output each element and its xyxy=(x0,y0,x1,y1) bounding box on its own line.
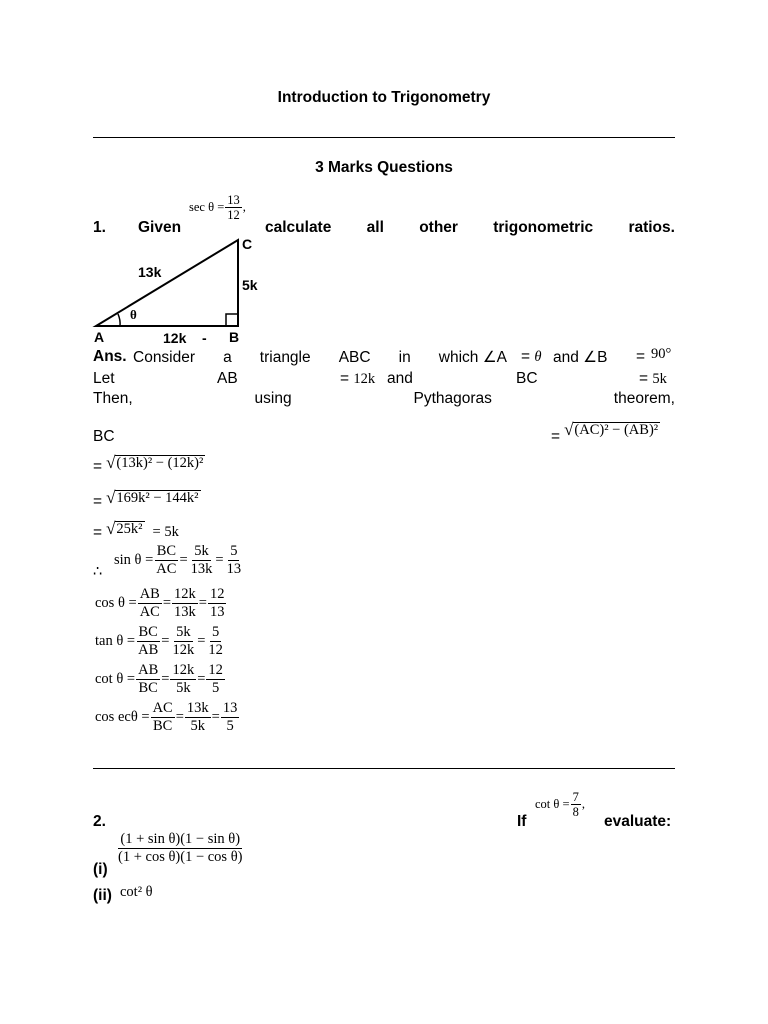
step-3: = √ 25k² = 5k xyxy=(93,516,179,542)
side-ab-label: 12k xyxy=(163,330,187,346)
q2-number: 2. xyxy=(93,813,106,830)
right-angle-marker xyxy=(226,314,238,326)
ninety-degrees: 90° xyxy=(651,346,672,362)
ratio-cot: cot θ = $\frac{AB}{BC}$ = $\frac{12k}{5k}$ = $\frac{12}{5}$ xyxy=(95,662,223,696)
ans-word: ABC xyxy=(338,349,371,366)
ans-line1-text xyxy=(133,348,507,367)
ans-line1-eq: = θ xyxy=(521,348,542,365)
q1-given-expression xyxy=(189,193,246,223)
q2-if-word: If xyxy=(517,813,527,830)
bc-radicand: (AC)² − (AB)² xyxy=(574,421,659,438)
step-1: = √ (13k)² − (12k)² xyxy=(93,450,205,476)
ans-angle-b: and ∠B xyxy=(553,349,608,366)
equals-sign: = xyxy=(93,493,103,510)
q1-word-given: Given xyxy=(138,219,182,236)
triangle-diagram xyxy=(90,234,270,346)
step-result: = 5k xyxy=(152,523,179,540)
equals-sign: = xyxy=(551,428,561,445)
ratio-cos: cos θ = $\frac{AB}{AC}$ = $\frac{12k}{13k}$ = $\frac{12}{13}$ xyxy=(95,586,225,620)
q2-part1-expression: $\frac{\text{(1 + sin θ)(1 − sin θ)}}{\text{(1 + cos θ)(1 − cos θ)}}$ xyxy=(118,831,243,865)
ans-label: Ans. xyxy=(93,348,127,365)
ans-word: Then, xyxy=(93,390,133,407)
q2-part2-expression: cot² θ xyxy=(120,884,153,900)
triangle-shape xyxy=(96,240,238,326)
given-numerator: 13 xyxy=(227,193,240,207)
ans-line3-text xyxy=(93,390,675,408)
ab-label: AB xyxy=(217,370,238,387)
section-heading: 3 Marks Questions xyxy=(315,159,453,176)
ratio-tan: tan θ = $\frac{BC}{AB}$ = $\frac{5k}{12k}$ = $\frac{5}{12}$ xyxy=(95,624,223,658)
divider-bottom xyxy=(93,768,675,769)
given-lhs: sec θ = xyxy=(189,200,225,215)
ans-word: theorem, xyxy=(613,390,675,407)
step-2: = √ 169k² − 144k² xyxy=(93,485,201,511)
q2-part1-label: (i) xyxy=(93,861,108,878)
page-title: Introduction to Trigonometry xyxy=(277,89,491,106)
ans-word: a xyxy=(223,349,232,366)
q1-number: 1. xyxy=(93,219,106,236)
step-radicand: 169k² − 144k² xyxy=(116,489,199,506)
hypotenuse-label: 13k xyxy=(138,264,162,280)
step-radicand: 25k² xyxy=(116,520,143,537)
equals-sign: = xyxy=(93,524,103,541)
therefore-symbol: ∴ xyxy=(93,564,103,580)
vertex-a-label: A xyxy=(94,329,105,345)
q2-evaluate-word: evaluate: xyxy=(604,813,672,830)
ans-word: Pythagoras xyxy=(413,390,492,407)
ans-word: which ∠A xyxy=(438,349,507,366)
equals-sign: = xyxy=(93,458,103,475)
ans-word: triangle xyxy=(259,349,311,366)
bc-label: BC xyxy=(516,370,538,387)
ab-value: = 12k xyxy=(340,370,376,387)
q1-word: calculate xyxy=(265,219,332,236)
ratio-sin: sin θ = $\frac{BC}{AC}$ = $\frac{5k}{13k}$ = $\frac{5}{13}$ xyxy=(114,543,242,577)
angle-theta-label: θ xyxy=(130,307,137,322)
q1-word: ratios. xyxy=(628,219,675,236)
q1-word: other xyxy=(419,219,458,236)
q2-part2-label: (ii) xyxy=(93,887,112,904)
ans-line1-eq2: = xyxy=(636,348,646,365)
vertex-b-label: B xyxy=(229,329,240,345)
vertex-c-label: C xyxy=(242,236,253,252)
q1-word: trigonometric xyxy=(493,219,594,236)
and-word: and xyxy=(387,370,413,387)
bc-step-label: BC xyxy=(93,428,115,445)
step-radicand: (13k)² − (12k)² xyxy=(116,454,204,471)
bc-value: = 5k xyxy=(639,370,667,387)
ans-word: Consider xyxy=(133,349,196,366)
given-comma: , xyxy=(242,200,246,215)
ans-word: using xyxy=(254,390,292,407)
given-denominator: 12 xyxy=(227,208,240,223)
divider-top xyxy=(93,137,675,138)
q1-word: all xyxy=(366,219,384,236)
ratio-cosec: cos ecθ = $\frac{AC}{BC}$ = $\frac{13k}{5k}$ = $\frac{13}{5}$ xyxy=(95,700,238,734)
q1-question-text xyxy=(265,219,675,237)
theta-symbol: θ xyxy=(534,349,542,365)
bc-formula: = √ (AC)² − (AB)² xyxy=(551,414,660,446)
side-ab-dash: - xyxy=(202,330,207,346)
angle-arc xyxy=(118,314,120,326)
let-word: Let xyxy=(93,370,115,387)
q2-given-expression: cot θ = $\frac{7}{8}$ , xyxy=(535,790,585,820)
side-bc-label: 5k xyxy=(242,277,258,293)
ans-word: in xyxy=(398,349,411,366)
